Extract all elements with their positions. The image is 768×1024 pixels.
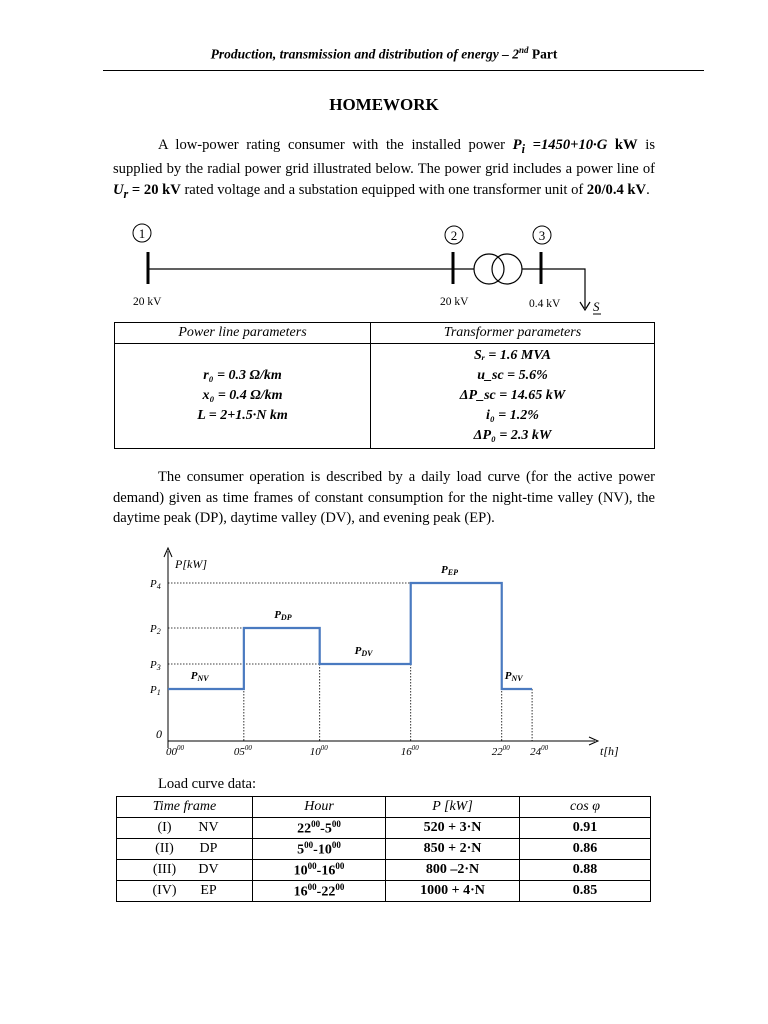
- node-3: [533, 226, 551, 244]
- line-param: x₀ = 0.4 Ω/km: [202, 388, 283, 403]
- intro-text-1: A low-power rating consumer with the installed power: [158, 137, 513, 153]
- transformer-params-header: Transformer parameters: [371, 323, 655, 344]
- time-frame-cell: [117, 839, 253, 860]
- intro-text-3: rated voltage and a substation equipped with one transformer unit of: [180, 181, 587, 198]
- hour-cell: $16^{00}-22^{00}$: [253, 881, 386, 902]
- parameters-table: [114, 322, 655, 449]
- header-tail: Part: [528, 46, 558, 62]
- y-axis-title: P[kW]: [175, 557, 207, 571]
- time-frame-cell: [117, 881, 253, 902]
- table-row: [117, 818, 651, 839]
- line-params-cell: [115, 344, 371, 449]
- curve-paragraph: [113, 467, 655, 529]
- origin-label: 0: [156, 727, 162, 741]
- cos-cell: 0.88: [520, 860, 651, 881]
- frame-code: DP: [199, 841, 218, 856]
- cos-cell: 0.86: [520, 839, 651, 860]
- ur-sub: r: [123, 186, 129, 201]
- transformer-winding-2: [492, 254, 522, 284]
- line-param: L = 2+1.5·N km: [197, 408, 288, 423]
- y-tick-label: P4: [150, 578, 161, 591]
- voltage-label-1: 20 kV: [133, 296, 162, 308]
- x-tick-label: $00^{00}$: [166, 744, 184, 758]
- load-label: S: [593, 299, 600, 314]
- time-frame-cell: [117, 818, 253, 839]
- voltage-label-2: 20 kV: [440, 296, 469, 308]
- frame-number: (I): [157, 820, 172, 835]
- hour-cell: $5^{00}-10^{00}$: [253, 839, 386, 860]
- segment-label-ep: PEP: [441, 564, 459, 577]
- y-tick-label: P1: [150, 684, 161, 697]
- intro-paragraph: [113, 135, 655, 204]
- intro-text-2: is supplied by the radial power grid illustrated below. The power grid includes a power line of: [113, 137, 656, 178]
- load-caption: Load curve data:: [158, 776, 257, 792]
- page-header: [0, 45, 768, 63]
- col-hour: Hour: [253, 797, 386, 818]
- x-tick-label: $16^{00}$: [400, 744, 419, 758]
- table-row: [117, 839, 651, 860]
- y-tick-label: P3: [150, 659, 161, 672]
- frame-number: (II): [155, 841, 174, 856]
- frame-number: (III): [152, 862, 177, 877]
- hour-cell: $10^{00}-16^{00}$: [253, 860, 386, 881]
- transformer-param: i₀ = 1.2%: [486, 408, 539, 423]
- pi-value: =1450+10·G: [524, 137, 608, 153]
- header-rule: [103, 70, 704, 71]
- transformer-param: ΔP₀ = 2.3 kW: [473, 428, 552, 443]
- intro-text-4: .: [646, 181, 650, 198]
- segment-label-nv1: PNV: [190, 670, 209, 683]
- transformer-param: u_sc = 5.6%: [477, 368, 548, 383]
- node-2-label: 2: [450, 228, 458, 243]
- col-time-frame: Time frame: [117, 797, 253, 818]
- load-curve-line: [168, 583, 532, 689]
- cos-cell: 0.91: [520, 818, 651, 839]
- y-tick-label: P2: [150, 623, 161, 636]
- hour-cell: $22^{00}-5^{00}$: [253, 818, 386, 839]
- transformer-winding-1: [474, 254, 504, 284]
- ur-symbol: U: [113, 181, 124, 198]
- col-power: P [kW]: [386, 797, 520, 818]
- power-cell: 850 + 2·N: [386, 839, 520, 860]
- header-text: Production, transmission and distribution of energy – 2: [210, 46, 519, 62]
- transformer-ratio: 20/0.4 kV: [586, 181, 647, 198]
- segment-label-dv: PDV: [354, 645, 373, 658]
- time-frame-cell: [117, 860, 253, 881]
- voltage-label-3: 0.4 kV: [529, 298, 561, 310]
- node-1: [133, 224, 151, 242]
- power-cell: 1000 + 4·N: [386, 881, 520, 902]
- x-tick-label: $24^{00}$: [530, 744, 549, 758]
- frame-code: EP: [200, 883, 217, 898]
- node-3-label: 3: [538, 228, 546, 243]
- pi-symbol: P: [512, 137, 522, 153]
- node-2: [445, 226, 463, 244]
- frame-code: DV: [198, 862, 219, 877]
- segment-label-nv2: PNV: [504, 670, 523, 683]
- ur-value: = 20 kV: [128, 181, 181, 198]
- x-axis-title: t[h]: [600, 744, 619, 758]
- transformer-param: ΔP_sc = 14.65 kW: [459, 388, 566, 403]
- segment-label-dp: PDP: [274, 609, 292, 622]
- frame-code: NV: [198, 820, 219, 835]
- load-curve-chart: [140, 543, 630, 763]
- pi-unit: kW: [607, 137, 638, 153]
- line-params-header: Power line parameters: [115, 323, 371, 344]
- frame-number: (IV): [152, 883, 177, 898]
- node-1-label: 1: [138, 226, 146, 241]
- line-param: r₀ = 0.3 Ω/km: [203, 368, 282, 383]
- transformer-params-cell: [371, 344, 655, 449]
- pi-sub: i: [521, 141, 525, 156]
- x-tick-label: $10^{00}$: [309, 744, 328, 758]
- cos-cell: 0.85: [520, 881, 651, 902]
- col-cos: cos φ: [520, 797, 651, 818]
- table-row: [117, 881, 651, 902]
- power-cell: 520 + 3·N: [386, 818, 520, 839]
- x-tick-label: $05^{00}$: [233, 744, 252, 758]
- grid-diagram: [100, 218, 620, 318]
- page-title: HOMEWORK: [329, 95, 439, 114]
- power-cell: 800 –2·N: [386, 860, 520, 881]
- x-tick-label: $22^{00}$: [491, 744, 510, 758]
- transformer-param: Sᵣ = 1.6 MVA: [474, 348, 551, 363]
- load-table: [116, 796, 651, 902]
- curve-text: The consumer operation is described by a daily load curve (for the active power demand) given as time frames of constant consumption for the night-time valley (NV), the daytime peak (DP), daytime valley (DV), and evening peak (EP).: [113, 469, 655, 526]
- header-sup: nd: [518, 45, 529, 55]
- table-row: [117, 860, 651, 881]
